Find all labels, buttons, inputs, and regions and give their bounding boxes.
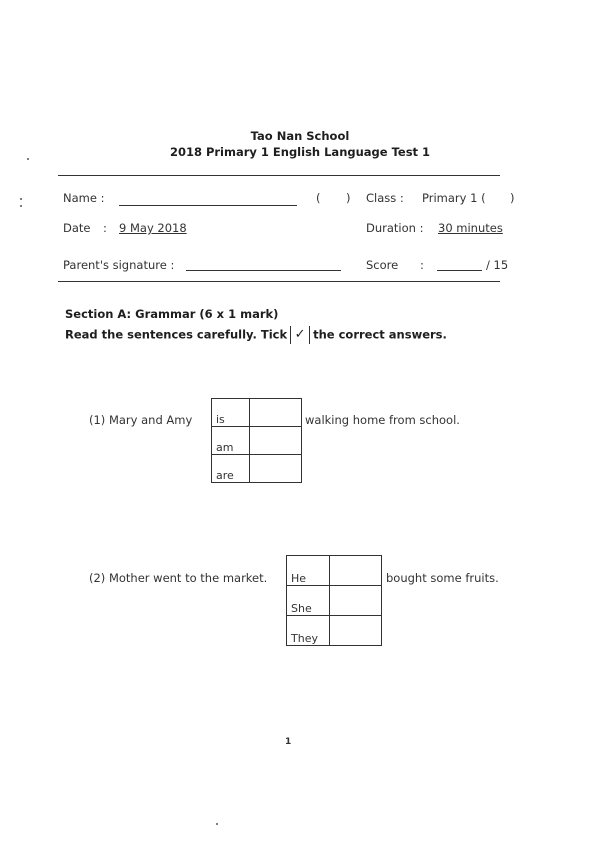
question-1-options [211, 398, 302, 483]
index-open-bracket: ( [316, 191, 321, 205]
question-2-continuation: bought some fruits. [386, 571, 499, 585]
option-row [287, 616, 382, 646]
scan-speck [216, 823, 218, 825]
option-row [212, 427, 302, 455]
answer-box[interactable] [250, 455, 302, 483]
duration-value: 30 minutes [438, 221, 503, 235]
instruction-text-after: the correct answers. [313, 327, 447, 342]
scan-speck [20, 205, 22, 207]
section-title: Section A: Grammar (6 x 1 mark) [65, 307, 279, 321]
tick-box-example [290, 326, 310, 344]
option-label: She [287, 586, 330, 616]
score-colon: : [420, 258, 424, 272]
bottom-rule [58, 281, 500, 282]
option-label: is [212, 399, 250, 427]
score-field[interactable] [437, 270, 482, 271]
scan-speck [20, 198, 22, 200]
option-label: am [212, 427, 250, 455]
date-value: 9 May 2018 [119, 221, 187, 235]
section-instruction [65, 326, 447, 344]
answer-box[interactable] [250, 427, 302, 455]
option-row [287, 556, 382, 586]
score-total: / 15 [486, 258, 509, 272]
test-title: 2018 Primary 1 English Language Test 1 [169, 145, 431, 159]
name-label: Name : [63, 191, 105, 205]
date-label: Date [63, 221, 91, 235]
class-close-bracket: ) [510, 191, 515, 205]
option-row [212, 455, 302, 483]
option-label: are [212, 455, 250, 483]
score-label: Score [366, 258, 399, 272]
parent-signature-label: Parent's signature : [63, 258, 175, 272]
question-2-text: (2) Mother went to the market. [89, 571, 268, 585]
answer-box[interactable] [330, 556, 382, 586]
index-close-bracket: ) [346, 191, 351, 205]
answer-box[interactable] [330, 586, 382, 616]
question-2-options [286, 555, 382, 646]
tick-icon: ✓ [294, 327, 306, 342]
name-field[interactable] [119, 205, 297, 206]
class-label: Class : [366, 191, 404, 205]
option-label: He [287, 556, 330, 586]
page-number: 1 [285, 737, 292, 747]
class-value: Primary 1 ( [422, 191, 486, 205]
option-row [212, 399, 302, 427]
duration-label: Duration : [366, 221, 424, 235]
answer-box[interactable] [330, 616, 382, 646]
question-1-continuation: walking home from school. [305, 413, 460, 427]
scan-speck [27, 158, 29, 160]
school-name: Tao Nan School [250, 129, 350, 143]
option-row [287, 586, 382, 616]
question-1-text: (1) Mary and Amy [89, 413, 193, 427]
parent-signature-field[interactable] [186, 270, 341, 271]
top-rule [58, 175, 500, 176]
date-colon: : [103, 221, 107, 235]
answer-box[interactable] [250, 399, 302, 427]
option-label: They [287, 616, 330, 646]
instruction-text-before: Read the sentences carefully. Tick [65, 327, 288, 342]
